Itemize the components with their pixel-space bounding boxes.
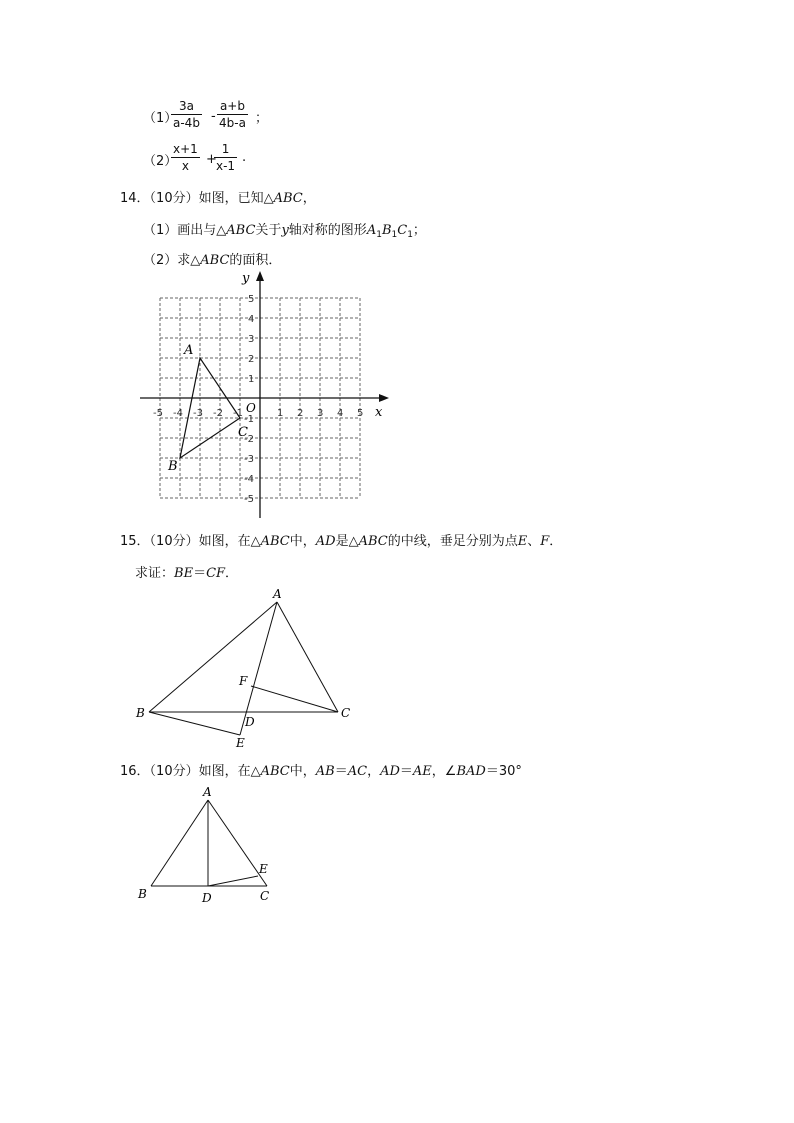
q15-prove-cf: CF: [206, 566, 226, 581]
label-c: C: [260, 889, 270, 903]
x-tick-label: 3: [317, 408, 324, 419]
q14-sub1-text-2: 关于: [255, 223, 282, 238]
q14-sub2-triangle: ABC: [200, 253, 230, 268]
label-a: A: [203, 785, 212, 799]
x-tick-label: 5: [357, 408, 364, 419]
q13-part1-label: （1）: [143, 111, 178, 126]
q15-stem-ad: AD: [315, 534, 336, 549]
fraction-denominator: x-1: [216, 159, 236, 173]
label-a: A: [273, 587, 282, 601]
y-tick-label: 4: [248, 314, 255, 325]
q15-stem-text-3: 是△: [335, 534, 359, 549]
q13-part2-end: .: [242, 150, 247, 165]
q15-stem-e: E: [517, 534, 528, 549]
q14-sub1-text: （1）画出与△: [143, 223, 227, 238]
q15-stem-text-2: 中，: [289, 534, 316, 549]
point-label-a: A: [184, 343, 194, 358]
x-tick-label: 2: [297, 408, 304, 419]
y-tick-label: 3: [248, 334, 255, 345]
y-tick-label: 2: [248, 354, 255, 365]
subscript: 1: [407, 230, 413, 240]
q14-stem-text: 14．（10分）如图，已知△: [120, 191, 274, 206]
q16-stem-degree: 30°: [498, 764, 522, 779]
y-tick-label: -1: [244, 414, 254, 425]
q14-stem-end: ，: [302, 191, 316, 206]
q16-stem-comma-angle: ，∠: [431, 764, 457, 779]
point-label-b: B: [168, 459, 178, 474]
y-tick-label: 5: [248, 294, 255, 305]
x-tick-label: -2: [213, 408, 223, 419]
q15-stem-sep: 、: [527, 534, 541, 549]
q16-stem-ac: AC: [347, 764, 368, 779]
q15-stem-triangle: ABC: [260, 534, 290, 549]
fraction-denominator: 4b-a: [219, 116, 246, 130]
x-tick-label: 1: [277, 408, 284, 419]
fraction-numerator: 1: [214, 142, 237, 158]
q14-sub1-b1: B: [381, 223, 392, 238]
x-tick-label: -1: [233, 408, 243, 419]
y-tick-label: 1: [248, 374, 255, 385]
origin-label: O: [246, 401, 256, 415]
q14-sub1-triangle: ABC: [226, 223, 256, 238]
fraction-numerator: x+1: [173, 142, 198, 156]
label-d: D: [202, 891, 212, 905]
q15-stem-text-4: 的中线，垂足分别为点: [387, 534, 518, 549]
fraction-denominator: a-4b: [173, 116, 200, 130]
label-e: E: [259, 862, 268, 876]
q14-sub1-c1: C: [397, 223, 408, 238]
q14-sub2-text: （2）求△: [143, 253, 201, 268]
label-b: B: [138, 887, 147, 901]
fraction-numerator: 3a: [171, 99, 202, 115]
x-axis-label: x: [375, 405, 383, 420]
x-tick-label: 4: [337, 408, 344, 419]
label-b: B: [136, 706, 145, 720]
q16-stem-text-2: 中，: [289, 764, 316, 779]
q16-stem-ab: AB: [315, 764, 335, 779]
point-label-c: C: [238, 425, 248, 440]
y-tick-label: -5: [244, 494, 254, 505]
segment-de: [208, 876, 258, 886]
q16-stem-eq: ＝: [334, 764, 348, 779]
q15-prove-be: BE: [174, 566, 194, 581]
segment-ab: [151, 800, 208, 886]
q15-stem-triangle-2: ABC: [358, 534, 388, 549]
x-tick-label: -3: [193, 408, 203, 419]
fraction-numerator: a+b: [217, 99, 248, 115]
q15-prove-eq: ＝: [193, 566, 207, 581]
q14-sub1-text-3: 轴对称的图形: [288, 223, 367, 238]
q15-stem-f: F: [540, 534, 550, 549]
q14-sub1-axis: y: [281, 223, 289, 238]
q13-part1-end: ；: [255, 111, 269, 126]
fraction-denominator: x: [181, 159, 189, 173]
q15-stem-text: 15．（10分）如图，在△: [120, 534, 261, 549]
q14-sub1-end: ；: [412, 223, 426, 238]
label-e: E: [236, 736, 245, 750]
q14-sub1-a1: A: [366, 223, 377, 238]
q16-stem-text: 16．（10分）如图，在△: [120, 764, 261, 779]
q15-prove-end: ．: [225, 566, 239, 581]
label-d: D: [245, 715, 255, 729]
y-tick-label: -3: [244, 454, 254, 465]
q13-part2-label: （2）: [143, 154, 178, 169]
q15-stem-end: ．: [549, 534, 563, 549]
subscript: 1: [376, 230, 382, 240]
q14-stem-triangle: ABC: [273, 191, 303, 206]
q16-stem-bad: BAD: [456, 764, 486, 779]
q16-stem-eq-2: ＝: [399, 764, 413, 779]
q16-stem-triangle: ABC: [260, 764, 290, 779]
q16-stem-ad: AD: [380, 764, 400, 779]
y-tick-label: -4: [244, 474, 254, 485]
y-axis-label: y: [242, 271, 250, 286]
q16-stem-comma: ，: [367, 764, 381, 779]
q14-sub2-text-2: 的面积．: [229, 253, 282, 268]
q16-stem-ae: AE: [412, 764, 432, 779]
x-tick-label: -5: [153, 408, 163, 419]
x-tick-label: -4: [173, 408, 183, 419]
q16-stem-eq-3: ＝: [485, 764, 499, 779]
subscript: 1: [391, 230, 398, 240]
label-f: F: [239, 674, 248, 688]
q13-part2-operator: +: [206, 152, 217, 167]
y-tick-label: -2: [244, 434, 254, 445]
q13-part1-operator: -: [211, 109, 216, 124]
label-c: C: [341, 706, 351, 720]
q15-prove-text: 求证：: [135, 566, 175, 581]
